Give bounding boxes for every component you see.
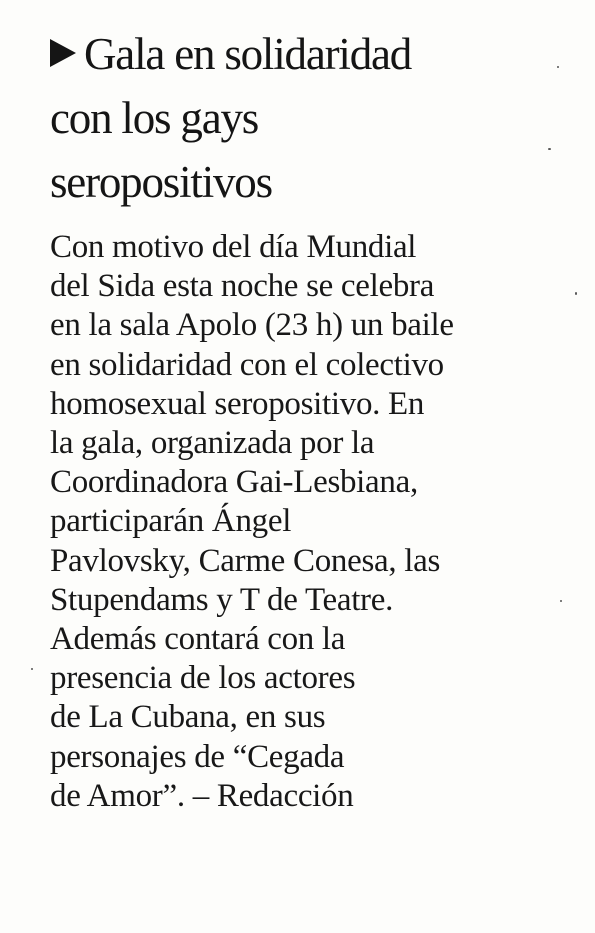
body-line: Además contará con la <box>50 621 346 658</box>
body-line: Pavlovsky, Carme Conesa, las <box>50 542 440 579</box>
body-line: Con motivo del día Mundial <box>50 229 417 265</box>
scan-speck <box>31 668 33 670</box>
body-line: Stupendams y T de Teatre. <box>50 581 394 618</box>
body-line: presencia de los actores <box>50 660 356 697</box>
headline-line-3: seropositivos <box>50 157 272 207</box>
scan-speck <box>548 148 551 150</box>
scan-speck <box>557 66 559 68</box>
body-line: personajes de “Cegada <box>50 738 345 775</box>
body-line: homosexual seropositivo. En <box>50 385 425 422</box>
right-triangle-arrow-icon <box>50 39 76 67</box>
article-body <box>50 228 570 816</box>
body-line: participarán Ángel <box>50 503 292 540</box>
body-line: en solidaridad con el colectivo <box>50 346 444 383</box>
body-line: de Amor”. – Redacción <box>50 777 354 814</box>
body-line: en la sala Apolo (23 h) un baile <box>50 307 454 344</box>
body-line: la gala, organizada por la <box>50 425 375 462</box>
headline-line-1-text: Gala en solidaridad <box>84 29 412 79</box>
scan-speck <box>575 292 577 295</box>
headline <box>50 22 570 214</box>
body-line: del Sida esta noche se celebra <box>50 268 435 305</box>
headline-line-2: con los gays <box>50 93 259 143</box>
headline-line-1 <box>50 22 570 86</box>
body-line: de La Cubana, en sus <box>50 699 326 736</box>
body-line: Coordinadora Gai-Lesbiana, <box>50 464 418 501</box>
scan-speck <box>560 600 562 602</box>
